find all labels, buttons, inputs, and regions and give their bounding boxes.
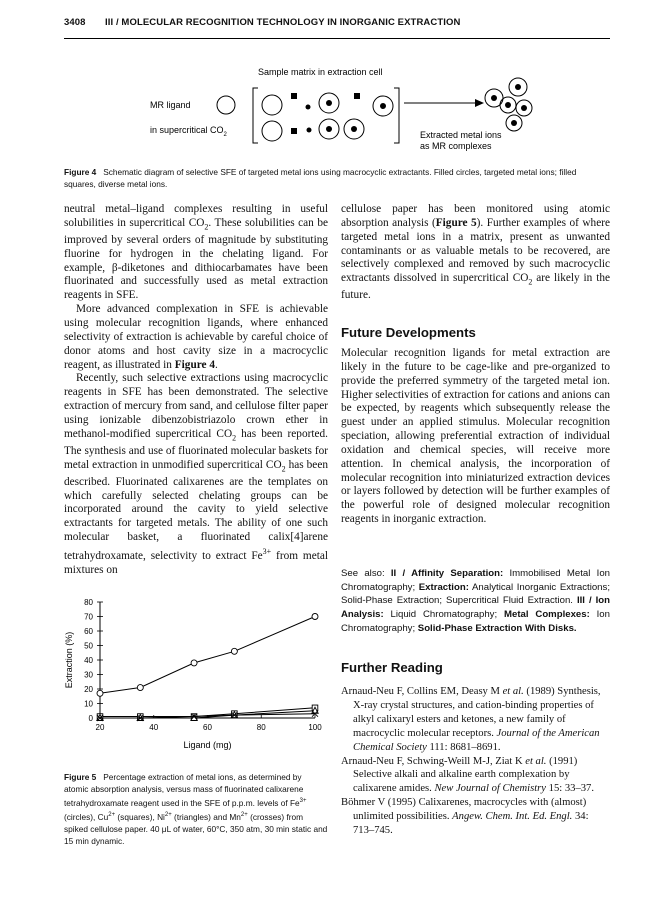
- fig4-complex-ion-icon: [326, 126, 332, 132]
- running-title: III / MOLECULAR RECOGNITION TECHNOLOGY IN INORGANIC EXTRACTION: [105, 17, 461, 28]
- fig4-target-ion-icon: [306, 105, 311, 110]
- x-tick-label: 80: [256, 723, 266, 732]
- fig4-cell-left-bracket: [253, 88, 258, 143]
- reference-item: Arnaud-Neu F, Collins EM, Deasy M et al. (1989) Synthesis, X-ray crystal structures, and cation-binding properties of alkyl calixaryl esters and ketones, a new family of macrocyclic molecular receptors. Journal of the American Chemical Society 111: 8681–8691.: [341, 686, 601, 753]
- data-point-circle: [97, 690, 103, 696]
- fig4-complex-ion-icon: [326, 100, 332, 106]
- x-axis-label: Ligand (mg): [183, 740, 232, 750]
- see-also-link[interactable]: II / Affinity Separation:: [390, 568, 504, 579]
- y-tick-label: 60: [84, 627, 93, 636]
- paragraph: neutral metal–ligand complexes resulting in useful solubilities in supercritical $CO_2$. These solubilities can be improved by several orders of magnitude by substituting fluorine for hydrogen in the chelating ligand. For example, β-diketones and dithiocarbamates have been fluorinated and successfully used as metal extraction reagents in SFE.: [64, 203, 328, 302]
- right-column-text: [341, 203, 610, 303]
- fig4-ligand-icon: [262, 121, 282, 141]
- data-point-circle: [231, 648, 237, 654]
- header-rule: [64, 38, 610, 39]
- series-line-circle: [100, 617, 315, 694]
- fig4-free-ligand-icon: [217, 96, 235, 114]
- left-column-text: [64, 203, 328, 577]
- fig4-complex-ion-icon: [351, 126, 357, 132]
- data-point-circle: [312, 614, 318, 620]
- x-tick-label: 60: [203, 723, 212, 732]
- fig5-caption-label: Figure 5: [64, 772, 97, 782]
- fig4-cell-right-bracket: [394, 88, 399, 143]
- fig4-label-extracted-1: Extracted metal ions: [420, 130, 502, 140]
- y-tick-label: 30: [84, 670, 93, 680]
- fig4-arrowhead-icon: [475, 99, 484, 107]
- see-also: See also: II / Affinity Separation: Immobilised Metal Ion Chromatography; Extraction: Analytical Inorganic Extractions; Solid-Phase Extraction; Supercritical Fluid Extraction. III / Ion Analysis: Liquid Chromatography; Metal Complexes: Ion Chromatography; Solid-Phase Extraction With Disks.: [341, 568, 610, 634]
- y-tick-label: 40: [84, 656, 93, 665]
- y-tick-label: 80: [84, 598, 93, 607]
- data-point-circle: [137, 685, 143, 691]
- fig4-ligand-icon: [262, 95, 282, 115]
- y-tick-label: 0: [88, 714, 93, 723]
- fig4-diverse-ion-icon: [291, 128, 297, 134]
- reference-list: [341, 685, 610, 838]
- figure-4-caption: [64, 166, 610, 190]
- x-tick-label: 40: [149, 723, 159, 732]
- further-reading-heading: Further Reading: [341, 660, 443, 675]
- figure-4-diagram: [140, 63, 600, 163]
- paragraph: More advanced complexation in SFE is achievable using molecular recognition ligands, where enhanced selectivity of extraction is achievable by careful choice of donor atoms and host cavity size in a macrocyclic reagent, as illustrated in Figure 4.: [64, 303, 328, 371]
- x-tick-label: 20: [95, 723, 105, 732]
- paragraph: Molecular recognition ligands for metal extraction are likely in the future to be cage-like and pre-organized to provide the preferred symmetry of the targeted metal ion. Higher selectivities of extraction for cations and anions can be expected, by reagents which subsequently release the guest under an applied stimulus. Molecular recognition speciation, allowing preferential extraction of individual oxidation and chemical species, will receive more attention. In chemical analysis, the incorporation of molecular recognition into miniaturized extraction devices or layers followed by detection will be further examples of the powerful role of designed molecular recognition reagents in inorganic extraction.: [341, 347, 610, 526]
- see-also-link[interactable]: Extraction:: [418, 581, 469, 593]
- fig4-caption-text: Schematic diagram of selective SFE of targeted metal ions using macrocyclic extractants. Filled circles, targeted metal ions; filled squares, diverse metal ions.: [64, 167, 577, 189]
- see-also-link[interactable]: Solid-Phase Extraction With Disks.: [417, 622, 577, 634]
- figure-5-chart: [60, 596, 330, 766]
- future-developments-text: [341, 347, 610, 527]
- reference-item: Arnaud-Neu F, Schwing-Weill M-J, Ziat K et al. (1991) Selective alkali and alkaline earth complexation by calixarene amides. New Journal of Chemistry 15: 33–37.: [341, 755, 594, 795]
- y-axis-label: Extraction (%): [64, 631, 74, 689]
- fig4-label-in-sc: in supercritical $CO_2$: [150, 125, 227, 138]
- y-tick-label: 10: [84, 699, 93, 709]
- fig4-complex-ion-icon: [380, 103, 386, 109]
- see-also-link[interactable]: Metal Complexes:: [504, 609, 590, 621]
- y-tick-label: 50: [84, 641, 93, 651]
- fig4-label-mr-ligand: MR ligand: [150, 100, 191, 110]
- data-point-circle: [191, 660, 197, 666]
- fig4-target-ion-icon: [307, 128, 312, 133]
- figure-5-ref-link[interactable]: Figure 5: [435, 216, 477, 229]
- paragraph: cellulose paper has been monitored using atomic absorption analysis (Figure 5). Further examples of where targeted metal ions in a matrix, present as unwanted contaminants or as valuable metals to be recovered, are selectively complexed and removed by such macrocyclic extractants dissolved in supercritical $CO_2$ are likely in the future.: [341, 203, 610, 302]
- figure-5-caption: Figure 5 Percentage extraction of metal ions, as determined by atomic absorption analysis, versus mass of fluorinated calixarene tetrahydroxamate reagent used in the SFE of p.p.m. levels of $Fe^{3+}$ (circles), $Cu^{2+}$ (squares), $Ni^{2+}$ (triangles) and $Mn^{2+}$ (crosses) from spiked cellulose paper. 40 μL of water, 60°C, 350 atm, 30 min static and 15 min dynamic.: [64, 772, 328, 846]
- running-head: [64, 17, 610, 37]
- future-developments-heading: Future Developments: [341, 325, 476, 340]
- x-tick-label: 100: [308, 723, 322, 732]
- y-tick-label: 20: [84, 685, 93, 694]
- page-number: 3408: [64, 17, 86, 28]
- reference-item: Böhmer V (1995) Calixarenes, macrocycles with (almost) unlimited possibilities. Angew. Chem. Int. Ed. Engl. 34: 713–745.: [341, 797, 589, 837]
- fig4-caption-label: Figure 4: [64, 167, 97, 177]
- fig4-extracted-ion-icon: [505, 102, 511, 108]
- fig4-label-extracted-2: as MR complexes: [420, 141, 492, 151]
- see-also-link[interactable]: III / Ion Analysis:: [341, 595, 610, 621]
- paragraph: Recently, such selective extractions using macrocyclic reagents in SFE has been demonstrated. The selective extraction of mercury from sand, and cellulose filter paper using ionizable dibenzobistriazolo crown ether in methanol-modified supercritical $CO_2$ has been reported. The synthesis and use of fluorinated molecular baskets for metal extraction in unmodified supercritical $CO_2$ has been described. Fluorinated calixarenes are the templates on which carefully selected chelating groups can be incorporated around the cavity to yield selective extractants for targeted metals. The ability of one such molecular basket, a fluorinated calix[4]arene tetrahydroxamate, selectivity to extract $Fe^{3+}$ from metal mixtures on: [64, 372, 328, 576]
- fig4-extracted-ion-icon: [515, 84, 521, 90]
- fig4-extracted-ion-icon: [511, 120, 517, 126]
- figure-4-ref-link[interactable]: Figure 4: [174, 358, 216, 371]
- fig4-extracted-ion-icon: [491, 95, 497, 101]
- fig4-diverse-ion-icon: [354, 93, 360, 99]
- fig4-extracted-ion-icon: [521, 105, 527, 111]
- y-tick-label: 70: [84, 612, 93, 622]
- fig4-label-sample: Sample matrix in extraction cell: [258, 67, 383, 77]
- fig4-diverse-ion-icon: [291, 93, 297, 99]
